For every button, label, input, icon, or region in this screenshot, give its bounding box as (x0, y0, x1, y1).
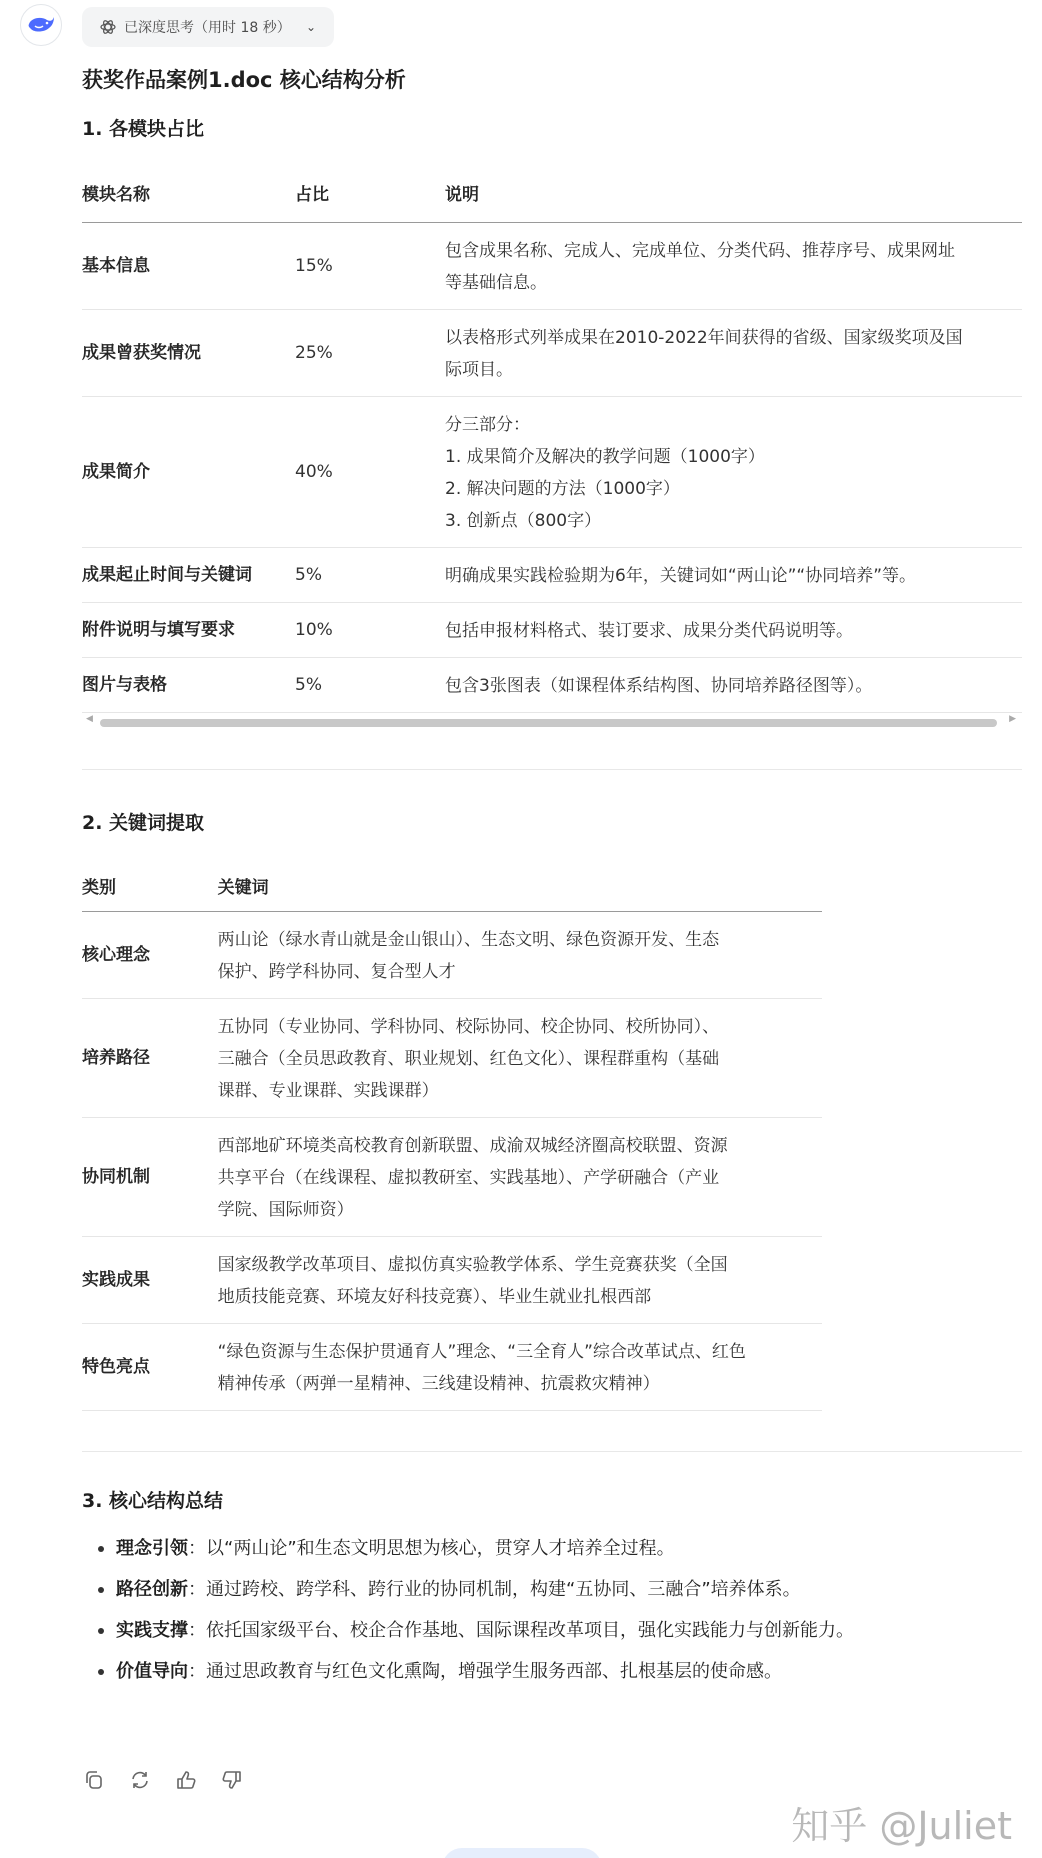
module-description (445, 396, 1022, 547)
keywords-table (82, 860, 822, 1412)
description-line: 1. 成果简介及解决的教学问题（1000字） (445, 446, 765, 467)
module-description (445, 222, 1022, 309)
module-description (445, 657, 1022, 712)
section-heading: 3. 核心结构总结 (82, 1490, 224, 1512)
section-divider (82, 769, 1022, 770)
table-row (82, 657, 1022, 712)
keyword-category: 核心理念 (82, 912, 218, 999)
module-ratio: 15% (295, 222, 445, 309)
column-header: 说明 (445, 164, 1022, 222)
keyword-line: “绿色资源与生态保护贯通育人”理念、“三全育人”综合改革试点、红色 (217, 1342, 746, 1362)
description-line: 3. 创新点（800字） (445, 510, 602, 531)
section-heading: 2. 关键词提取 (82, 811, 205, 834)
module-ratio: 5% (295, 657, 445, 712)
section-divider (82, 1451, 1022, 1452)
whale-logo-icon (27, 14, 55, 36)
module-ratio-table (82, 164, 1022, 713)
table-row (82, 1118, 822, 1237)
table-row (82, 1324, 822, 1411)
description-line: 明确成果实践检验期为6年，关键词如“两山论”“协同培养”等。 (445, 565, 917, 586)
summary-text: ：通过跨校、跨学科、跨行业的协同机制，构建“五协同、三融合”培养体系。 (188, 1579, 801, 1600)
message-actions (82, 1768, 244, 1792)
summary-list (82, 1528, 1022, 1692)
description-line: 包含成果名称、完成人、完成单位、分类代码、推荐序号、成果网址 (445, 240, 955, 261)
horizontal-scrollbar[interactable] (82, 713, 1022, 731)
table-row (82, 1237, 822, 1324)
description-line: 以表格形式列举成果在2010-2022年间获得的省级、国家级奖项及国 (445, 327, 963, 348)
keyword-list (218, 912, 822, 999)
keyword-line: 精神传承（两弹一星精神、三线建设精神、抗震救灾精神） (217, 1374, 660, 1394)
summary-label: 价值导向 (116, 1661, 188, 1682)
table-row (82, 396, 1022, 547)
summary-text: ：以“两山论”和生态文明思想为核心，贯穿人才培养全过程。 (188, 1538, 675, 1559)
module-name: 成果曾获奖情况 (82, 309, 295, 396)
keyword-list (218, 1237, 822, 1324)
copy-icon[interactable] (82, 1768, 106, 1792)
description-line: 2. 解决问题的方法（1000字） (445, 478, 680, 499)
description-line: 等基础信息。 (445, 272, 547, 293)
keyword-line: 学院、国际师资） (217, 1200, 354, 1220)
keyword-line: 五协同（专业协同、学科协同、校际协同、校企协同、校所协同）、 (217, 1017, 720, 1037)
table-row (82, 222, 1022, 309)
module-ratio: 40% (295, 396, 445, 547)
answer-content (82, 60, 1022, 1692)
scroll-to-bottom-button[interactable] (442, 1848, 602, 1858)
module-ratio: 5% (295, 547, 445, 602)
module-ratio: 25% (295, 309, 445, 396)
keyword-list (218, 1118, 822, 1237)
keyword-line: 三融合（全员思政教育、职业规划、红色文化）、课程群重构（基础 (217, 1049, 720, 1069)
keyword-category: 培养路径 (82, 999, 218, 1118)
description-line: 包含3张图表（如课程体系结构图、协同培养路径图等）。 (445, 675, 873, 696)
column-header: 占比 (295, 164, 445, 222)
chevron-down-icon: ⌄ (305, 20, 316, 34)
assistant-avatar (20, 4, 62, 46)
thumbs-down-icon[interactable] (220, 1768, 244, 1792)
summary-label: 理念引领 (116, 1538, 188, 1559)
description-line: 包括申报材料格式、装订要求、成果分类代码说明等。 (445, 620, 853, 641)
scrollbar-thumb[interactable] (100, 719, 997, 727)
table-header-row (82, 860, 822, 912)
summary-text: ：依托国家级平台、校企合作基地、国际课程改革项目，强化实践能力与创新能力。 (188, 1620, 854, 1641)
list-item (82, 1569, 1022, 1610)
summary-label: 路径创新 (116, 1579, 188, 1600)
answer-title: 获奖作品案例1.doc 核心结构分析 (82, 68, 406, 92)
module-name: 附件说明与填写要求 (82, 602, 295, 657)
keyword-line: 国家级教学改革项目、虚拟仿真实验教学体系、学生竞赛获奖（全国 (217, 1255, 728, 1275)
table-row (82, 547, 1022, 602)
list-item (82, 1651, 1022, 1692)
module-ratio: 10% (295, 602, 445, 657)
keyword-line: 西部地矿环境类高校教育创新联盟、成渝双城经济圈高校联盟、资源 (217, 1136, 728, 1156)
module-name: 成果简介 (82, 396, 295, 547)
table-row (82, 999, 822, 1118)
keyword-list (218, 1324, 822, 1411)
scroll-left-icon[interactable]: ◀ (86, 713, 93, 724)
keyword-list (218, 999, 822, 1118)
summary-label: 实践支撑 (116, 1620, 188, 1641)
keyword-line: 共享平台（在线课程、虚拟教研室、实践基地）、产学研融合（产业 (217, 1168, 720, 1188)
regenerate-icon[interactable] (128, 1768, 152, 1792)
keyword-line: 保护、跨学科协同、复合型人才 (217, 962, 456, 982)
table-row (82, 309, 1022, 396)
keyword-category: 特色亮点 (82, 1324, 218, 1411)
thinking-toggle[interactable] (82, 7, 334, 47)
table-header-row (82, 164, 1022, 222)
summary-text: ：通过思政教育与红色文化熏陶，增强学生服务西部、扎根基层的使命感。 (188, 1661, 782, 1682)
description-line: 分三部分： (445, 414, 530, 435)
module-description (445, 547, 1022, 602)
column-header: 关键词 (218, 860, 822, 912)
module-name: 成果起止时间与关键词 (82, 547, 295, 602)
keyword-line: 课群、专业课群、实践课群） (217, 1081, 439, 1101)
description-line: 际项目。 (445, 359, 513, 380)
keyword-line: 两山论（绿水青山就是金山银山）、生态文明、绿色资源开发、生态 (217, 930, 720, 950)
keyword-category: 协同机制 (82, 1118, 218, 1237)
scroll-right-icon[interactable]: ▶ (1009, 713, 1016, 724)
list-item (82, 1528, 1022, 1569)
section-heading: 1. 各模块占比 (82, 118, 205, 140)
atom-icon (100, 19, 116, 35)
table-row (82, 912, 822, 999)
list-item (82, 1610, 1022, 1651)
table-row (82, 602, 1022, 657)
module-name: 基本信息 (82, 222, 295, 309)
watermark: 知乎 @Juliet (791, 1804, 1012, 1848)
module-name: 图片与表格 (82, 657, 295, 712)
module-description (445, 309, 1022, 396)
keyword-category: 实践成果 (82, 1237, 218, 1324)
module-description (445, 602, 1022, 657)
thumbs-up-icon[interactable] (174, 1768, 198, 1792)
thinking-label: 已深度思考（用时 18 秒） (124, 20, 291, 36)
column-header: 模块名称 (82, 164, 295, 222)
keyword-line: 地质技能竞赛、环境友好科技竞赛）、毕业生就业扎根西部 (217, 1287, 652, 1307)
column-header: 类别 (82, 860, 218, 912)
